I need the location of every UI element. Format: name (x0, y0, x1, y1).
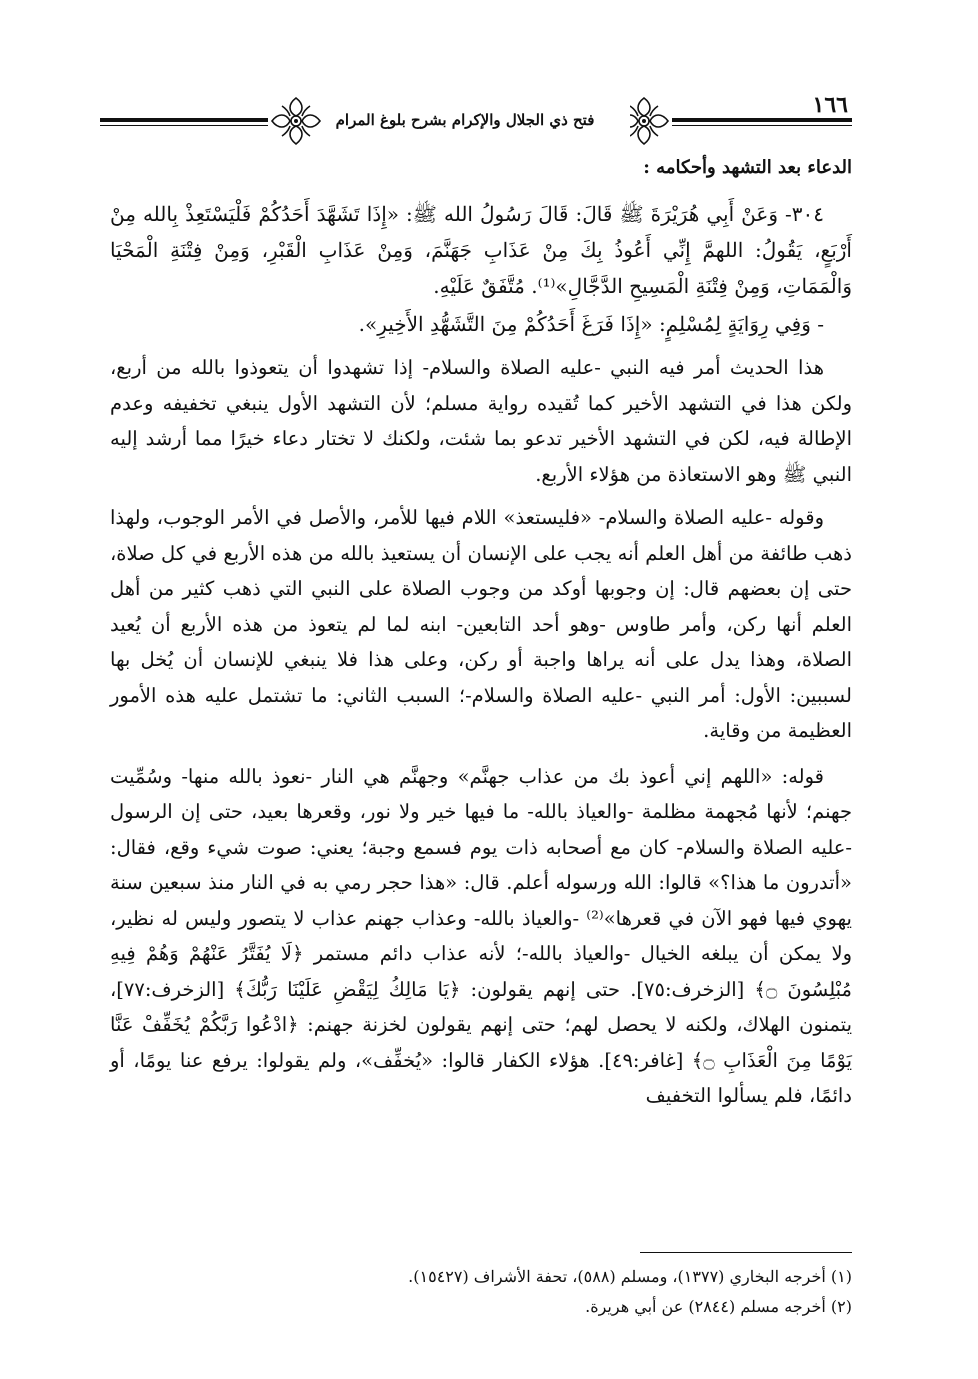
hadith-variant: - وَفِي رِوَايَةٍ لِمُسْلِمٍ: «إِذَا فَرَغَ أَحَدُكُمْ مِنَ التَّشَهُّدِ الأَخِيرِ». (358, 312, 824, 336)
commentary-paragraph: هذا الحديث أمر فيه النبي -عليه الصلاة والسلام- إذا تشهدوا أن يتعوذوا بالله من أربع، ولكن هذا في التشهد الأخير كما تُقيده رواية مسلم؛ لأن التشهد الأول ينبغي تخفيفه وعدم الإطالة فيه، لكن في التشهد الأخير تدعو بما شئت، ولكنك لا تختار دعاء خيرًا مما أرشد إليه النبي ﷺ وهو الاستعاذة من هؤلاء الأربع. (110, 356, 852, 486)
page-header (100, 88, 852, 148)
commentary-paragraph: قوله: «اللهم إني أعوذ بك من عذاب جهنَّم» وجهنَّم هي النار -نعوذ بالله منها- وسُمِّيت جهنم؛ لأنها مُجهمة مظلمة -والعياذ بالله- ما فيها خير ولا نور، وقعرها بعيد، حتى إن الرسول -عليه الصلاة والسلام- كان مع أصحابه ذات يوم فسمع وجبة؛ يعني: صوت شيء وقع، فقال: «أتدرون ما هذا؟» قالوا: الله ورسوله أعلم. قال: «هذا حجر رمي به في النار منذ سبعين سنة يهوي فيها فهو الآن في قعرها»⁽²⁾ -والعياذ بالله- وعذاب جهنم عذاب لا يتصور وليس له نظير، ولا يمكن أن يبلغه الخيال -والعياذ بالله-؛ لأنه عذاب دائم مستمر ﴿لَا يُفَتَّرُ عَنْهُمْ وَهُمْ فِيهِ مُبْلِسُونَ ۝﴾ [الزخرف:٧٥]. حتى إنهم يقولون: ﴿يَا مَالِكُ لِيَقْضِ عَلَيْنَا رَبُّكَ﴾ [الزخرف:٧٧]، يتمنون الهلاك، ولكنه لا يحصل لهم؛ حتى إنهم يقولون لخزنة جهنم: ﴿ادْعُوا رَبَّكُمْ يُخَفِّفْ عَنَّا يَوْمًا مِنَ الْعَذَابِ ۝﴾ [غافر:٤٩]. هؤلاء الكفار قالوا: «يُخفِّف»، ولم يقولوا: يرفع عنا يومًا، أو دائمًا، فلم يسألوا التخفيف (110, 764, 852, 1107)
footnote-item: (٢) أخرجه مسلم (٢٨٤٤) عن أبي هريرة. (585, 1297, 852, 1316)
hadith-text: ٣٠٤- وَعَنْ أَبِي هُرَيْرَةَ ﷺ قَالَ: قَالَ رَسُولُ الله ﷺ: «إِذَا تَشَهَّدَ أَحَدُكُمْ فَلْيَسْتَعِذْ بِالله مِنْ أَرْبَعٍ، يَقُولُ: اللهمَّ إِنِّي أَعُوذُ بِكَ مِنْ عَذَابِ جَهَنَّمَ، وَمِنْ عَذَابِ الْقَبْرِ، وَمِنْ فِتْنَةِ الْمَحْيَا وَالْمَمَاتِ، وَمِنْ فِتْنَةِ الْمَسِيحِ الدَّجَّالِ»⁽¹⁾. مُتَّفَقٌ عَلَيْهِ. (110, 202, 852, 298)
page-number: ١٦٦ (809, 92, 852, 118)
footnote-divider (640, 1252, 852, 1253)
book-title: فتح ذي الجلال والإكرام بشرح بلوغ المرام (300, 98, 630, 142)
footnotes (110, 1262, 852, 1322)
floral-ornament-icon (268, 94, 324, 148)
commentary-paragraph: وقوله -عليه الصلاة والسلام- «فليستعذ» اللام فيها للأمر، والأصل في الأمر الوجوب، ولهذا ذهب طائفة من أهل العلم أنه يجب على الإنسان أن يستعيذ بالله من هذه الأربع في كل صلاة، حتى إن بعضهم قال: إن وجوبها أوكد من وجوب الصلاة على النبي التي ذهب كثير من أهل العلم أنها ركن، وأمر طاوس -وهو أحد التابعين- ابنه لما لم يتعوذ من هذه الأربع أن يُعيد الصلاة، وهذا يدل على أنه يراها واجبة أو ركن، وعلى هذا فلا ينبغي للإنسان أن يُخل بها لسببين: الأول: أمر النبي -عليه الصلاة والسلام-؛ السبب الثاني: ما تشتمل عليه هذه الأمور العظيمة من وقاية. (110, 506, 852, 742)
section-heading: الدعاء بعد التشهد وأحكامه : (643, 157, 852, 178)
main-content (110, 196, 852, 1114)
footnote-item: (١) أخرجه البخاري (١٣٧٧)، ومسلم (٥٨٨)، تحفة الأشراف (١٥٤٢٧). (408, 1267, 852, 1286)
